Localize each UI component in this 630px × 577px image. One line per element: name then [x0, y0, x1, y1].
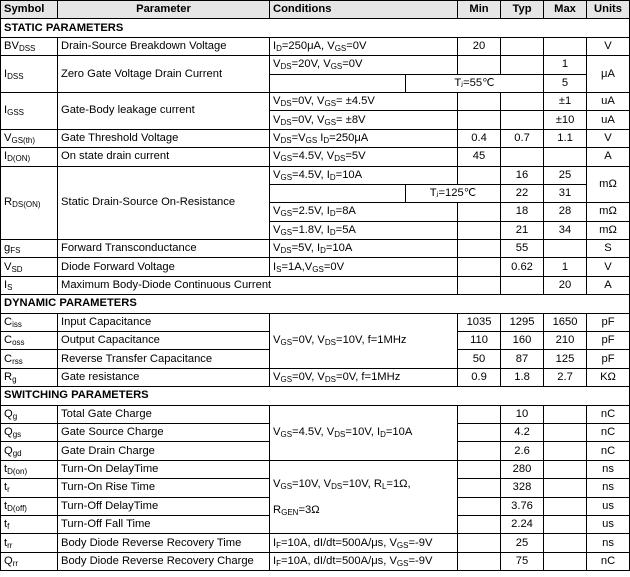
table-row: [1, 313, 630, 331]
condition-cell: $V_{GS}=4.5V$, $I_D=10A$: [270, 166, 458, 184]
typ-cell: [501, 148, 544, 166]
unit-cell: A: [587, 276, 630, 294]
symbol-cell: $I_S$: [1, 276, 58, 294]
max-cell: [544, 423, 587, 441]
max-cell: 1.1: [544, 129, 587, 147]
min-cell: 45: [458, 148, 501, 166]
condition-cell: $V_{DS}=0V$, $V_{GS}= \pm 4.5V$: [270, 92, 458, 110]
symbol-cell: $g_{FS}$: [1, 240, 58, 258]
condition-cell: $V_{GS}=0V$, $V_{DS}=10V$, f=1MHz: [270, 313, 458, 368]
section-static: STATIC PARAMETERS: [1, 19, 630, 37]
symbol-cell: $Q_{rr}$: [1, 552, 58, 570]
min-cell: [458, 534, 501, 552]
header-min: Min: [458, 1, 501, 19]
typ-cell: 280: [501, 460, 544, 478]
min-cell: [458, 423, 501, 441]
symbol-cell: $R_{DS(ON)}$: [1, 166, 58, 240]
unit-cell: pF: [587, 313, 630, 331]
max-cell: 28: [544, 203, 587, 221]
max-cell: 125: [544, 350, 587, 368]
condition-cell: $V_{GS}=10V$, $V_{DS}=10V$, $R_L=1\Omega$, $R_{GEN}=3\Omega$: [270, 460, 458, 534]
parameter-cell: Body Diode Reverse Recovery Charge: [58, 552, 270, 570]
symbol-cell: $t_f$: [1, 515, 58, 533]
header-row: [1, 1, 630, 19]
unit-cell: mΩ: [587, 221, 630, 239]
min-cell: [458, 240, 501, 258]
condition-cell: $V_{GS}=4.5V$, $V_{DS}=5V$: [270, 148, 458, 166]
table-row: [1, 276, 630, 294]
typ-cell: 55: [501, 240, 544, 258]
parameter-cell: Zero Gate Voltage Drain Current: [58, 56, 270, 93]
condition-cell: $I_F=10A$, dI/dt=500A/μs, $V_{GS}=-9V$: [270, 552, 458, 570]
min-cell: [458, 497, 501, 515]
typ-cell: [501, 111, 544, 129]
max-cell: [544, 497, 587, 515]
max-cell: [544, 460, 587, 478]
min-cell: [458, 515, 501, 533]
symbol-cell: $Q_{gd}$: [1, 442, 58, 460]
max-cell: 1: [544, 56, 587, 74]
min-cell: 50: [458, 350, 501, 368]
symbol-cell: $V_{SD}$: [1, 258, 58, 276]
table-row: [1, 552, 630, 570]
condition-cell: $I_D=250\mu A$, $V_{GS}=0V$: [270, 37, 458, 55]
table-row: [1, 92, 630, 110]
typ-cell: 25: [501, 534, 544, 552]
min-cell: 20: [458, 37, 501, 55]
section-row: [1, 295, 630, 313]
symbol-cell: $C_{rss}$: [1, 350, 58, 368]
min-cell: 0.9: [458, 368, 501, 386]
typ-cell: 4.2: [501, 423, 544, 441]
parameter-cell: Turn-On DelayTime: [58, 460, 270, 478]
condition-cell: $V_{GS}=1.8V$, $I_D=5A$: [270, 221, 458, 239]
symbol-cell: $I_{GSS}$: [1, 92, 58, 129]
min-cell: 1035: [458, 313, 501, 331]
max-cell: 20: [544, 276, 587, 294]
symbol-cell: $Q_{gs}$: [1, 423, 58, 441]
table-row: [1, 129, 630, 147]
condition-cell: $V_{GS}=2.5V$, $I_D=8A$: [270, 203, 458, 221]
typ-cell: 3.76: [501, 497, 544, 515]
max-cell: ±10: [544, 111, 587, 129]
header-parameter: Parameter: [58, 1, 270, 19]
unit-cell: us: [587, 515, 630, 533]
symbol-cell: $I_{DSS}$: [1, 56, 58, 93]
unit-cell: nC: [587, 442, 630, 460]
max-cell: ±1: [544, 92, 587, 110]
symbol-cell: $I_{D(ON)}$: [1, 148, 58, 166]
max-cell: [544, 148, 587, 166]
unit-cell: uA: [587, 111, 630, 129]
parameter-cell: Output Capacitance: [58, 332, 270, 350]
parameter-cell: Gate-Body leakage current: [58, 92, 270, 129]
condition-cell: $I_F=10A$, dI/dt=500A/μs, $V_{GS}=-9V$: [270, 534, 458, 552]
parameter-cell: Forward Transconductance: [58, 240, 270, 258]
condition-cell: $V_{DS}=0V$, $V_{GS}= \pm 8V$: [270, 111, 458, 129]
symbol-cell: $C_{iss}$: [1, 313, 58, 331]
header-conditions: Conditions: [270, 1, 458, 19]
parameter-cell: Gate Source Charge: [58, 423, 270, 441]
min-cell: 0.4: [458, 129, 501, 147]
typ-cell: [501, 92, 544, 110]
unit-cell: S: [587, 240, 630, 258]
max-cell: 31: [544, 184, 587, 202]
table-row: [1, 56, 630, 74]
header-symbol: Symbol: [1, 1, 58, 19]
typ-cell: 0.62: [501, 258, 544, 276]
condition-cell: $V_{DS}=5V$, $I_D=10A$: [270, 240, 458, 258]
min-cell: [458, 166, 501, 184]
unit-cell: V: [587, 37, 630, 55]
table-row: [1, 148, 630, 166]
unit-cell: pF: [587, 350, 630, 368]
typ-cell: 0.7: [501, 129, 544, 147]
max-cell: [544, 37, 587, 55]
unit-cell: ns: [587, 460, 630, 478]
parameter-cell: Gate resistance: [58, 368, 270, 386]
max-cell: [544, 442, 587, 460]
typ-cell: 2.6: [501, 442, 544, 460]
typ-cell: 22: [501, 184, 544, 202]
unit-cell: pF: [587, 332, 630, 350]
max-cell: 5: [544, 74, 587, 92]
max-cell: [544, 240, 587, 258]
parameter-cell: Reverse Transfer Capacitance: [58, 350, 270, 368]
typ-cell: 16: [501, 166, 544, 184]
symbol-cell: $t_{D(off)}$: [1, 497, 58, 515]
typ-cell: 87: [501, 350, 544, 368]
table-row: [1, 166, 630, 184]
min-cell: [458, 203, 501, 221]
unit-cell: nC: [587, 552, 630, 570]
parameter-cell: Body Diode Reverse Recovery Time: [58, 534, 270, 552]
unit-cell: mΩ: [587, 166, 630, 203]
table-row: [1, 240, 630, 258]
unit-cell: nC: [587, 423, 630, 441]
parameter-cell: Gate Threshold Voltage: [58, 129, 270, 147]
symbol-cell: $Q_g$: [1, 405, 58, 423]
table-row: [1, 405, 630, 423]
table-row: [1, 368, 630, 386]
symbol-cell: $t_{D(on)}$: [1, 460, 58, 478]
parameter-cell: Static Drain-Source On-Resistance: [58, 166, 270, 240]
table-row: [1, 460, 630, 478]
symbol-cell: $C_{oss}$: [1, 332, 58, 350]
header-typ: Typ: [501, 1, 544, 19]
typ-cell: [501, 56, 544, 74]
max-cell: 25: [544, 166, 587, 184]
max-cell: 34: [544, 221, 587, 239]
section-dynamic: DYNAMIC PARAMETERS: [1, 295, 630, 313]
typ-cell: 1295: [501, 313, 544, 331]
temperature-cell: Tⱼ=55℃: [406, 74, 544, 92]
symbol-cell: $V_{GS(th)}$: [1, 129, 58, 147]
parameter-cell: Turn-Off Fall Time: [58, 515, 270, 533]
unit-cell: ns: [587, 534, 630, 552]
parameter-cell: Drain-Source Breakdown Voltage: [58, 37, 270, 55]
min-cell: [458, 479, 501, 497]
min-cell: [458, 111, 501, 129]
section-row: [1, 387, 630, 405]
parameter-cell: Turn-Off DelayTime: [58, 497, 270, 515]
table-row: [1, 37, 630, 55]
typ-cell: 75: [501, 552, 544, 570]
max-cell: [544, 552, 587, 570]
min-cell: [458, 276, 501, 294]
section-row: [1, 19, 630, 37]
symbol-cell: $BV_{DSS}$: [1, 37, 58, 55]
typ-cell: 160: [501, 332, 544, 350]
condition-cell: $V_{DS}=V_{GS}$ $I_D=250\mu A$: [270, 129, 458, 147]
typ-cell: 10: [501, 405, 544, 423]
parameter-cell: Gate Drain Charge: [58, 442, 270, 460]
typ-cell: 328: [501, 479, 544, 497]
unit-cell: A: [587, 148, 630, 166]
max-cell: [544, 534, 587, 552]
symbol-cell: $R_g$: [1, 368, 58, 386]
condition-cell: [270, 184, 406, 202]
min-cell: 110: [458, 332, 501, 350]
typ-cell: 2.24: [501, 515, 544, 533]
typ-cell: 21: [501, 221, 544, 239]
min-cell: [458, 460, 501, 478]
unit-cell: us: [587, 497, 630, 515]
parameter-cell: Total Gate Charge: [58, 405, 270, 423]
unit-cell: V: [587, 129, 630, 147]
parameter-cell: Diode Forward Voltage: [58, 258, 270, 276]
max-cell: [544, 479, 587, 497]
min-cell: [458, 92, 501, 110]
typ-cell: [501, 37, 544, 55]
condition-cell: $V_{DS}=20V$, $V_{GS}=0V$: [270, 56, 458, 74]
unit-cell: mΩ: [587, 203, 630, 221]
parameter-cell: Maximum Body-Diode Continuous Current: [58, 276, 458, 294]
typ-cell: [501, 276, 544, 294]
typ-cell: 18: [501, 203, 544, 221]
max-cell: 2.7: [544, 368, 587, 386]
condition-cell: $I_S=1A,V_{GS}=0V$: [270, 258, 458, 276]
condition-cell: $V_{GS}=4.5V$, $V_{DS}=10V$, $I_D=10A$: [270, 405, 458, 460]
min-cell: [458, 442, 501, 460]
max-cell: [544, 515, 587, 533]
symbol-cell: $t_{rr}$: [1, 534, 58, 552]
header-units: Units: [587, 1, 630, 19]
table-row: [1, 258, 630, 276]
max-cell: [544, 405, 587, 423]
temperature-cell: Tⱼ=125℃: [406, 184, 501, 202]
min-cell: [458, 221, 501, 239]
unit-cell: μA: [587, 56, 630, 93]
parameter-cell: Input Capacitance: [58, 313, 270, 331]
parameter-cell: On state drain current: [58, 148, 270, 166]
min-cell: [458, 405, 501, 423]
condition-cell: $V_{GS}=0V$, $V_{DS}=0V$, f=1MHz: [270, 368, 458, 386]
max-cell: 1650: [544, 313, 587, 331]
max-cell: 210: [544, 332, 587, 350]
header-max: Max: [544, 1, 587, 19]
table-row: [1, 534, 630, 552]
symbol-cell: $t_r$: [1, 479, 58, 497]
unit-cell: KΩ: [587, 368, 630, 386]
unit-cell: nC: [587, 405, 630, 423]
min-cell: [458, 258, 501, 276]
parameter-cell: Turn-On Rise Time: [58, 479, 270, 497]
min-cell: [458, 56, 501, 74]
max-cell: 1: [544, 258, 587, 276]
condition-cell: [270, 74, 406, 92]
min-cell: [458, 552, 501, 570]
unit-cell: uA: [587, 92, 630, 110]
unit-cell: V: [587, 258, 630, 276]
section-switching: SWITCHING PARAMETERS: [1, 387, 630, 405]
unit-cell: ns: [587, 479, 630, 497]
typ-cell: 1.8: [501, 368, 544, 386]
